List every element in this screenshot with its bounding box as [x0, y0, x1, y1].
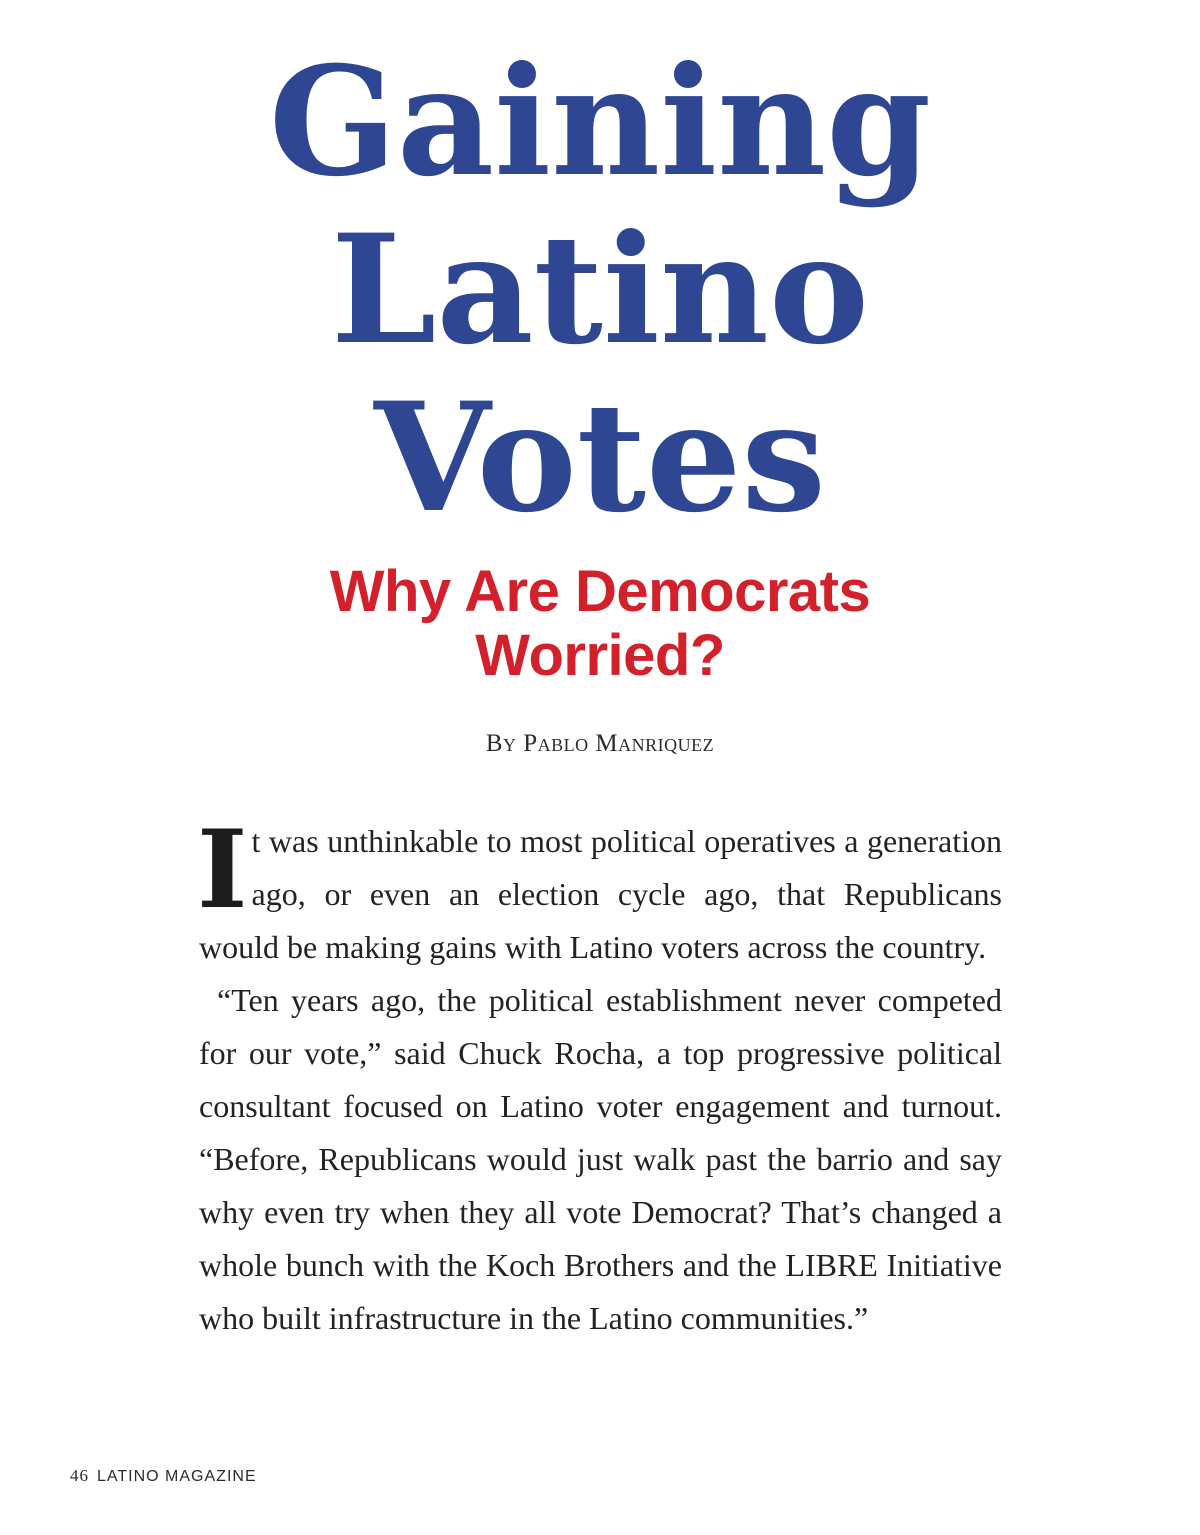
paragraph-2: “Ten years ago, the political establishment never competed for our vote,” said Chuck Rocha, a top progressive political consultant focused on Latino voter engagement and turnout. “Before, Republicans would just walk past the barrio and say why even try when they all vote Democrat? That’s changed a whole bunch with the Koch Brothers and the LIBRE Initiative who built infrastructure in the Latino communities.” — [199, 982, 1002, 1336]
byline: By Pablo Manriquez — [485, 730, 715, 757]
headline-line-1: Gaining — [268, 34, 932, 210]
headline-line-3: Votes — [374, 370, 826, 546]
paragraph-1-text: t was unthinkable to most political operatives a generation ago, or even an election cycle ago, that Republicans would be making gains with Latino voters across the country. — [199, 823, 1002, 965]
page-footer — [70, 1466, 257, 1486]
publication-name: LATINO MAGAZINE — [97, 1468, 257, 1485]
subheadline-line-2: Worried? — [475, 623, 725, 688]
headline — [0, 34, 1200, 546]
page-number: 46 — [70, 1466, 89, 1485]
article-body — [197, 807, 1002, 1345]
subheadline — [0, 560, 1200, 688]
paragraph-1 — [197, 807, 1002, 974]
drop-cap: I — [197, 807, 248, 933]
headline-line-2: Latino — [330, 202, 870, 378]
subheadline-line-1: Why Are Democrats — [329, 559, 871, 624]
